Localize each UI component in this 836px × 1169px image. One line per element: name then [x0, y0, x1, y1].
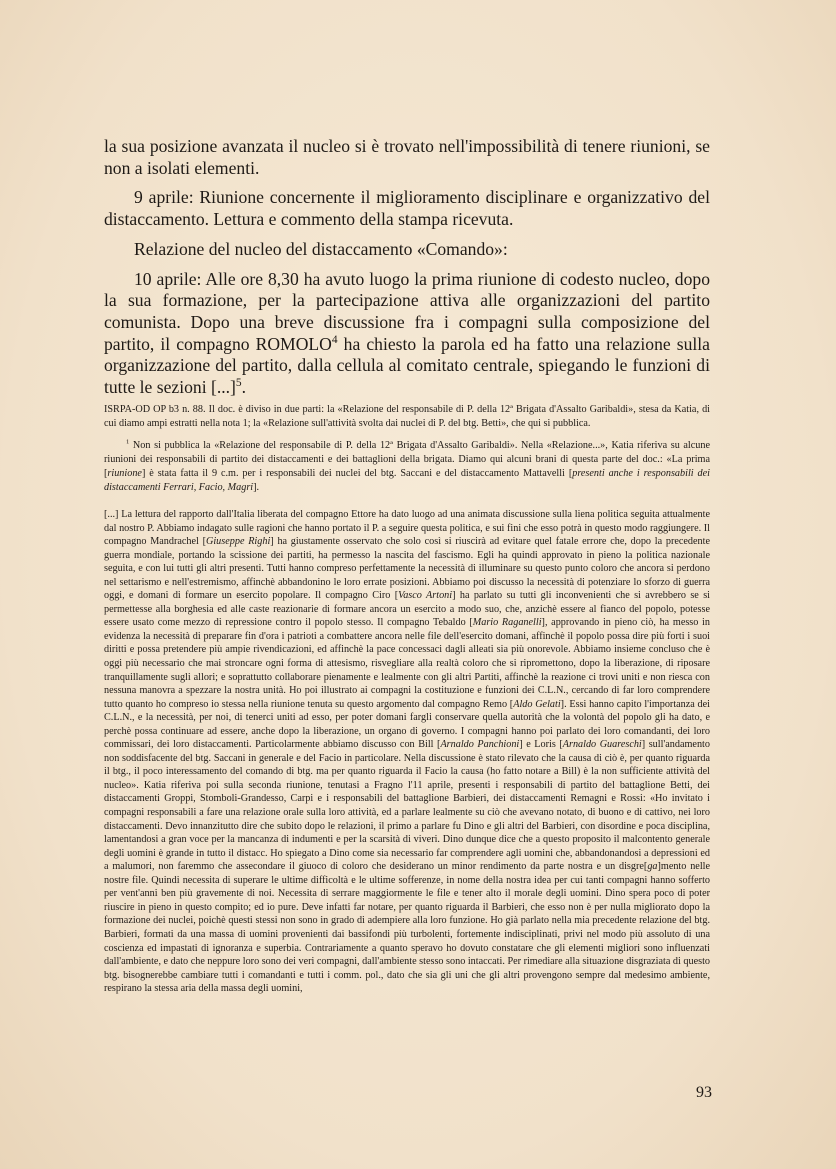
footnote-ref-4: 4 — [331, 333, 338, 346]
quote-text: ], approvando in pieno ciò, ha messo in evidenza la necessità di preparare fin d'ora i patrioti a combattere ancora nelle file dell'esercito domani, affinchè il popolo possa dire più forti i suoi diritti e possa pretendere più ampie rivendicazioni, ed affinchè la pace concessaci dagli alleati sia più onorevole. Abbiamo insieme concluso che è oggi più necessario che mai stroncare ogni forma di attesismo, risvegliare alla realtà coloro che si ripromettono, dopo la liberazione, di riposare tranquillamente sugli allori; e soprattutto collaborare pienamente e lealmente con gli altri Partiti, affinchè la reazione ci trovi uniti e non riesca con nessuna manovra a spezzare la nostra unità. Ho poi illustrato ai compagni la costituzione e funzioni dei C.L.N., cercando di far loro comprendere tutto quanto ho compreso io stessa nella riunione tenuta su questo argomento dal compagno Remo [ — [104, 617, 710, 710]
quote-text: ]. Essi hanno capito l'importanza dei C.L.N., e la necessità, per noi, di tenerci uniti ad esso, per poter domani fargli conservare quella autorità che la volontà del popolo gli ha dato, e perchè possa continuare ad essere, anche dopo la liberazione, un organo di governo. I compagni hanno poi parlato dei loro comandanti, dei loro commissari, dei loro distaccamenti. Particolarmente abbiamo discusso con Bill [ — [104, 698, 710, 751]
footnote-quote — [104, 508, 710, 996]
quote-italic: Aldo Gelati — [513, 698, 561, 710]
quote-text: ]mento nelle nostre file. Quindi necessita di superare le ultime difficoltà e le ultime sofferenze, in nome della nostra idea per cui tanti compagni hanno sofferto per vent'anni ben più gravemente di noi. Necessita di serrare maggiormente le file e tener alto il morale degli uomini. Dino spera poco di poter riuscire in pieno in questo compito; ed io pure. Deve infatti far notare, per quanto riguarda il Barbieri, che esso non è per nulla migliorato dopo la formazione dei nuclei, poichè questi stessi non sono in grado di adempiere alla loro funzione. Ho già parlato nella mia precedente relazione del btg. Barbieri, formati da una massa di uomini provenienti dai bassifondi più turbolenti, fortemente indisciplinati, privi nel modo più assoluto di una coscienza ed impastati di ignoranza e superbia. Contrariamente a quanto speravo ho dovuto constatare che gli elementi migliori sono influenzati dall'ambiente, e dato che neppure loro sono dei veri compagni, dall'ambiente stesso sono intaccati. Per rimediare alla situazione disgraziata di questo btg. bisognerebbe cambiare tutti i comandanti e tutti i comm. pol., dato che sia gli uni che gli altri provengono sempre dal medesimo ambiente, respirano la stessa aria della massa degli uomini, — [104, 861, 710, 995]
footnote-1 — [104, 439, 710, 495]
quote-text: [...] La lettura del rapporto dall'Italia liberata del compagno Ettore ha dato luogo ad una animata discussione sulla liena politica seguita attualmente dal nostro P. Abbiamo indagato sulle ragioni che hanno portato il P. a seguire questa politica, e sui fini che esso potrà in questo modo raggiungere. Il compagno Mandrachel [ — [104, 509, 710, 548]
paragraph-april-9: 9 aprile: Riunione concernente il miglioramento disciplinare e organizzativo del distaccamento. Lettura e commento della stampa ricevuta. — [104, 187, 710, 230]
footnote-text: ]. — [253, 482, 260, 493]
quote-italic: Arnaldo Guareschi — [562, 739, 642, 751]
source-note: ISRPA-OD OP b3 n. 88. Il doc. è diviso in due parti: la «Relazione del responsabile di P. della 12ª Brigata d'Assalto Garibaldi», stesa da Katia, di cui diamo ampi estratti nella nota 1; la «Relazione sull'attività svolta dai nuclei di P. del btg. Betti», che qui si pubblica. — [104, 404, 710, 429]
footnote-italic: presenti anche i responsabili dei distaccamenti Ferrari, Facio, Magri — [104, 468, 710, 493]
quote-text: ] ha giustamente osservato che solo così si riuscirà ad evitare quel fatale errore che, dopo la precedente guerra mondiale, portando la scissione dei partiti, ha permesso la nascita del fascismo. Egli ha quindi approvato in pieno la politica nazionale seguita, e con lui tutti gli altri presenti. Tutti hanno compreso perfettamente la necessità di illuminare su questo punto coloro che ancora si perdono nel settarismo e nell'estremismo, affinchè abbandonino le loro errate posizioni. Abbiamo poi discusso la necessità di potenziare lo sforzo di guerra oggi, e domani di formare un esercito popolare. Il compagno Ciro [ — [104, 536, 710, 602]
paragraph-april-10 — [104, 269, 710, 399]
quote-italic: Arnaldo Panchioni — [440, 739, 520, 751]
footnote-ref-5: 5 — [235, 377, 242, 390]
footnote-text: ] è stata fatta il 9 c.m. per i responsabili dei nuclei del btg. Saccani e del distaccamento Mattavelli [ — [141, 468, 573, 479]
quote-italic: Mario Raganelli — [472, 617, 542, 629]
footnote-text: Non si pubblica la «Relazione del responsabile di P. della 12ª Brigata d'Assalto Garibaldi». Nella «Relazione...», Katia riferiva su alcune riunioni dei responsabili di partito dei distaccamenti e dei battaglioni della brigata. Diamo qui alcuni brani di questa parte del doc.: «La prima [ — [104, 440, 710, 479]
paragraph-continuation: la sua posizione avanzata il nucleo si è trovato nell'impossibilità di tenere riunioni, se non a isolati elementi. — [104, 136, 710, 178]
quote-text: ] e Loris [ — [519, 739, 563, 751]
quote-text: ] ha parlato su tutti gli inconvenienti che si avrebbero se si permettesse alla borghesia ed alle caste reazionarie di formare ancora un esercito a modo suo, che, anzichè essere al fianco del popolo, potesse essere usato come mezzo di repressione contro il popolo stesso. Il compagno Tebaldo [ — [104, 590, 710, 629]
footnote-italic: riunione — [107, 468, 142, 479]
footnote-marker: 1 — [126, 438, 130, 446]
april-10-text-tail: ha chiesto la parola ed ha fatto una relazione sulla organizzazione del partito, dalla cellula al comitato centrale, spiegando le funzioni di tutte le sezioni [...] — [104, 333, 710, 398]
paragraph-heading-comando: Relazione del nucleo del distaccamento «Comando»: — [134, 238, 508, 259]
quote-italic: Vasco Artoni — [398, 590, 453, 602]
april-10-text: 10 aprile: Alle ore 8,30 ha avuto luogo la prima riunione di codesto nucleo, dopo la sua formazione, per la partecipazione attiva alle organizzazioni del partito comunista. Dopo una breve discussione fra i compagni sulla composizione del partito, il compagno ROMOLO — [104, 268, 710, 354]
quote-italic: Giuseppe Righi — [205, 536, 271, 548]
april-10-end: . — [241, 377, 247, 398]
quote-italic: ga — [647, 861, 658, 873]
main-text — [104, 136, 710, 407]
footnote-1-continuation — [104, 508, 710, 996]
page-number: 93 — [696, 1084, 712, 1101]
quote-text: ] sull'andamento non soddisfacente del btg. Saccani in generale e del Facio in particolare. Nella discussione è stato rilevato che la causa di ciò è, per quanto riguarda il btg., il poco interessamento del comando di btg. ma per quanto riguarda il Facio la causa (ho fatto notare a Bill) è la non sufficiente attività del nucleo». Katia riferiva poi sulla seconda riunione, tenutasi a Fragno l'11 aprile, presenti i responsabili di partito del battaglione Betti, dei distaccamenti Groppi, Stomboli-Grandesso, Carpi e i responsabili del battaglione Barbieri, dei distaccamenti Remagni e Rossi: «Ho invitato i compagni responsabili a fare una relazione orale sulla loro attività, ed a parlare lealmente su ciò che avevano notato, di buono e di cattivo, nei loro distaccamenti. Devo innanzitutto dire che subito dopo le relazioni, il primo a parlare fu Dino e gli altri del Barbieri, con disordine e poca disciplina, lamentandosi a gran voce per la mancanza di indumenti e per la scarsità di viveri. Dino dunque dice che a questo proposito il malcontento generale degli uomini è grande in tutto il distacc. Ho spiegato a Dino come sia necessario far comprendere agli uomini che, abbandonandosi a depressioni ed a malumori, non faremmo che assecondare il giuoco di coloro che desiderano un minor rendimento da parte nostra e un disgre[ — [104, 739, 710, 873]
